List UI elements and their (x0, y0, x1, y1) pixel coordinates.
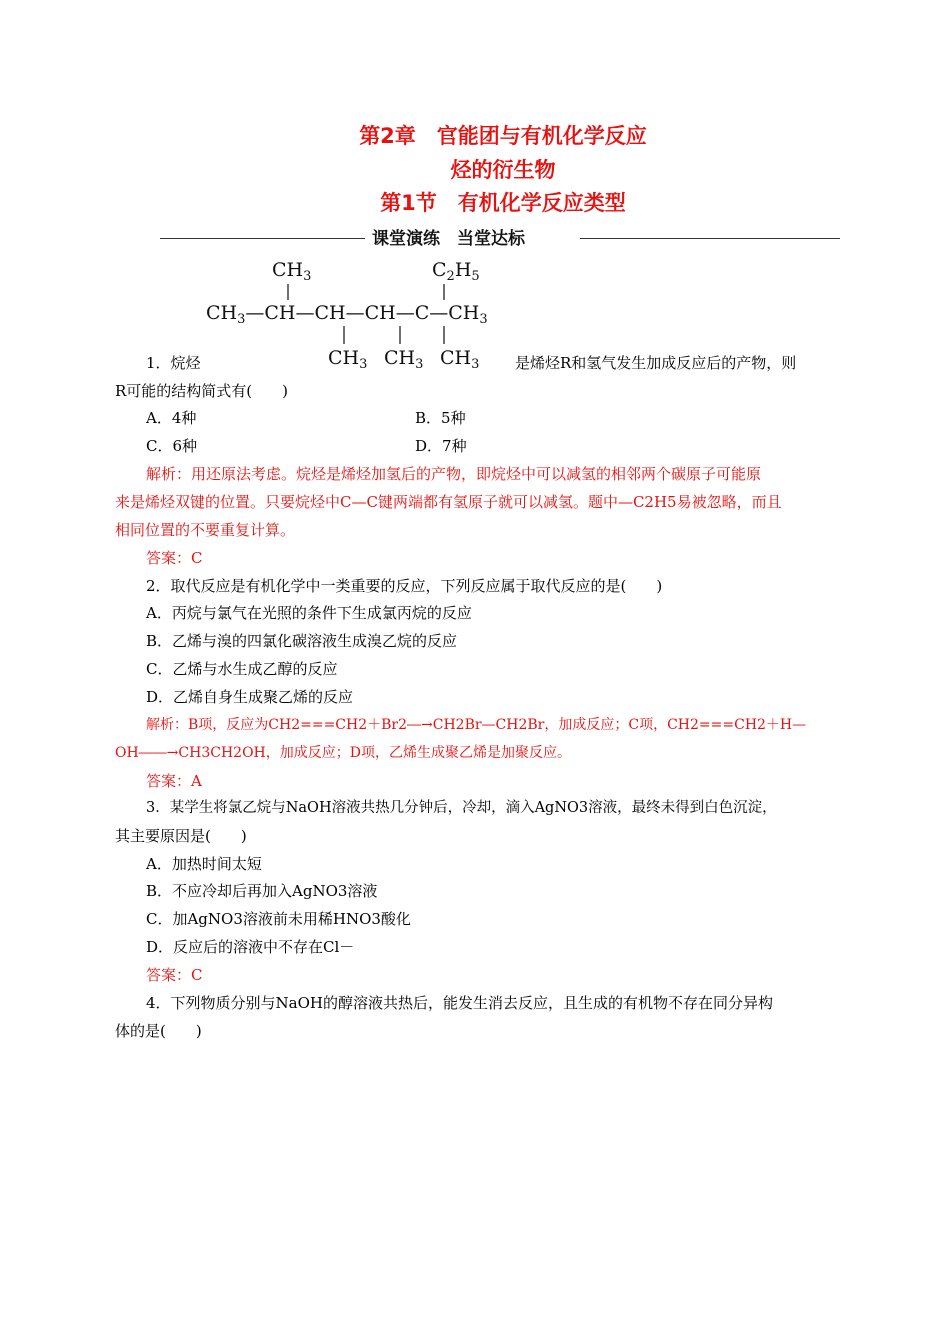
q3-stem-line1: 3．某学生将氯乙烷与NaOH溶液共热几分钟后，冷却，滴入AgNO3溶液，最终未得到白色沉淀， (146, 800, 777, 816)
chapter-subtitle: 烃的衍生物 (450, 158, 556, 182)
q3-option-a: A．加热时间太短 (146, 855, 262, 873)
banner-divider-right (580, 238, 840, 239)
chapter-title: 第2章 官能团与有机化学反应 (359, 124, 647, 148)
q2-solution-line1: 解析：B项，反应为CH2===CH2＋Br2―→CH2Br—CH2Br，加成反应；C项，CH2===CH2＋H— (146, 717, 807, 733)
alkane-structure-formula (200, 252, 530, 374)
q1-stem-line2: R可能的结构简式有( ) (115, 382, 288, 400)
q1-stem-rest: 是烯烃R和氢气发生加成反应后的产物，则 (515, 354, 797, 372)
q1-solution-text1: 用还原法考虑。烷烃是烯烃加氢后的产物，即烷烃中可以减氢的相邻两个碳原子可能原 (191, 465, 762, 483)
q1-option-c: C．6种 (146, 437, 198, 455)
q2-option-c: C．乙烯与水生成乙醇的反应 (146, 660, 338, 678)
q2-stem: 2．取代反应是有机化学中一类重要的反应，下列反应属于取代反应的是( ) (146, 577, 663, 595)
q3-option-d: D．反应后的溶液中不存在Cl－ (146, 938, 355, 956)
banner-divider-left (160, 238, 365, 239)
q1-option-b: B．5种 (415, 409, 466, 427)
q2-option-d: D．乙烯自身生成聚乙烯的反应 (146, 688, 354, 706)
main-chain: $CH_3—CH—CH—CH—C—CH_3$ (206, 302, 488, 327)
q3-option-c: C．加AgNO3溶液前未用稀HNO3酸化 (146, 910, 411, 928)
q4-stem-line1: 4．下列物质分别与NaOH的醇溶液共热后，能发生消去反应，且生成的有机物不存在同分异构 (146, 994, 773, 1012)
q2-solution-line2: OH――→CH3CH2OH，加成反应；D项，乙烯生成聚乙烯是加聚反应。 (115, 745, 571, 761)
q1-stem-lead (146, 349, 201, 377)
q1-solution-line2: 来是烯烃双键的位置。只要烷烃中C—C键两端都有氢原子就可以减氢。题中—C2H5易被忽略，而且 (115, 493, 782, 511)
q1-lead: 烷烃 (170, 354, 201, 372)
q1-option-a: A．4种 (146, 409, 197, 427)
q1-number: 1． (146, 354, 171, 372)
top-group-ch3: $CH_3$ (272, 259, 312, 284)
section-banner (160, 226, 840, 252)
q2-option-a: A．丙烷与氯气在光照的条件下生成氯丙烷的反应 (146, 604, 472, 622)
q1-option-d: D．7种 (415, 437, 467, 455)
q1-answer: 答案：C (146, 549, 203, 567)
q2-answer: 答案：A (146, 772, 202, 790)
q3-option-b: B．不应冷却后再加入AgNO3溶液 (146, 882, 378, 900)
q3-answer: 答案：C (146, 966, 203, 984)
bottom-group-ch3-3: $CH_3$ (440, 347, 480, 372)
top-group-c2h5: $C_2H_5$ (432, 259, 480, 284)
banner-text: 课堂演练 当堂达标 (372, 229, 525, 249)
q3-stem-line2: 其主要原因是( ) (115, 827, 247, 845)
bottom-group-ch3-1: $CH_3$ (328, 347, 368, 372)
q4-stem-line2: 体的是( ) (115, 1022, 202, 1040)
section-title: 第1节 有机化学反应类型 (380, 191, 626, 215)
q2-option-b: B．乙烯与溴的四氯化碳溶液生成溴乙烷的反应 (146, 632, 458, 650)
q1-solution-line3: 相同位置的不要重复计算。 (115, 521, 296, 539)
bottom-group-ch3-2: $CH_3$ (384, 347, 424, 372)
q1-solution-label: 解析： (146, 465, 192, 483)
q1-solution-line1 (146, 460, 761, 488)
